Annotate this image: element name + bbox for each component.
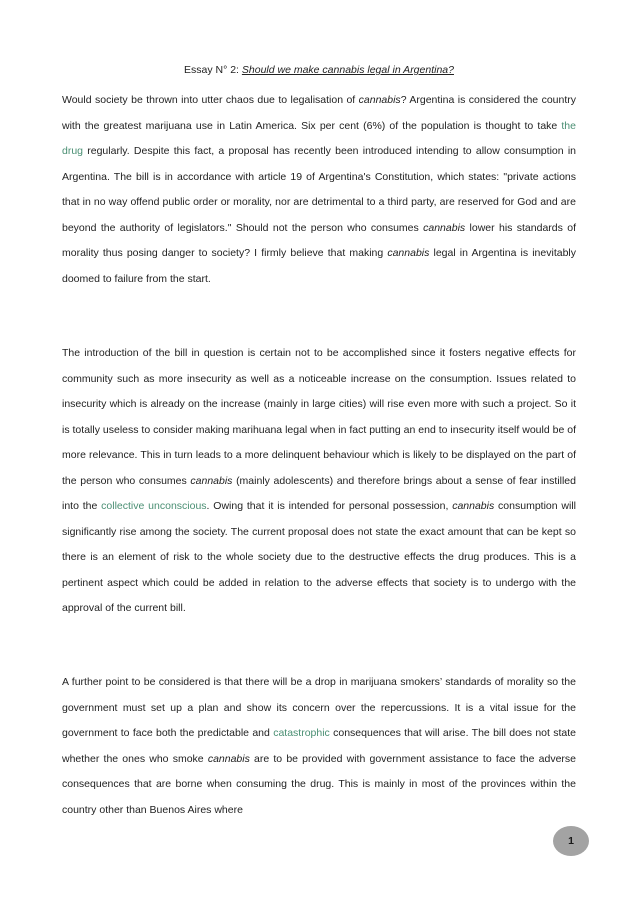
- text-run: the drug: [62, 119, 576, 157]
- text-run: consumption will significantly rise among the society. The current proposal does not state the exact amount that can be kept so there is an element of risk to the whole society due to the destructive effects the drug produces. This is a pertinent aspect which could be added in relation to the adverse effects that society is to undergo with the approval of the current bill.: [62, 500, 576, 614]
- text-run: Would society be thrown into utter chaos due to legalisation of: [62, 94, 359, 106]
- text-run: ? Argentina is considered the country with the greatest marijuana use in Latin America. Six per cent (6%) of the population is thought to take: [62, 94, 576, 132]
- text-run: . Owing that it is intended for personal possession,: [206, 500, 453, 512]
- essay-title-question: Should we make cannabis legal in Argentina?: [241, 64, 454, 76]
- text-run: cannabis: [207, 752, 250, 765]
- text-run: cannabis: [387, 247, 430, 259]
- text-run: cannabis: [452, 500, 495, 512]
- text-run: cannabis: [358, 94, 401, 106]
- text-run: consequences that will arise. The bill does not state whether the ones who smoke: [62, 727, 577, 765]
- text-run: legal in Argentina is inevitably doomed to failure from the start.: [62, 247, 577, 285]
- text-run: cannabis: [423, 221, 466, 234]
- page-number-badge: 1: [553, 826, 589, 856]
- text-run: catastrophic: [273, 727, 330, 739]
- text-run: are to be provided with government assistance to face the adverse consequences that are borne when consuming the drug. This is mainly in most of the provinces within the country other than Buenos Aires where: [62, 752, 576, 816]
- essay-title: [0, 62, 638, 78]
- essay-title-prefix: Essay N° 2:: [184, 64, 242, 76]
- text-run: collective unconscious: [101, 500, 207, 512]
- text-run: The introduction of the bill in question is certain not to be accomplished since it fosters negative effects for community such as more insecurity as well as a noticeable increase on the consumption. Issues related to insecurity which is already on the increase (mainly in large cities) will rise even more with such a project. So it is totally useless to consider making marihuana legal when in fact putting an end to insecurity itself would be of more relevance. This in turn leads to a more delinquent behaviour which is likely to be displayed on the part of the person who consumes: [62, 347, 576, 487]
- paragraph-3: [62, 670, 576, 823]
- paragraph-1: [62, 88, 576, 292]
- paragraph-2: [62, 341, 576, 622]
- text-run: lower his standards of morality thus posing danger to society? I firmly believe that making: [62, 221, 576, 259]
- text-run: A further point to be considered is that there will be a drop in marijuana smokers’ standards of morality so the government must set up a plan and show its concern over the repercussions. It is a vital issue for the government to face both the predictable and: [62, 676, 576, 739]
- text-run: regularly. Despite this fact, a proposal has recently been introduced intending to allow consumption in Argentina. The bill is in accordance with article 19 of Argentina's Constitution, which states: "private actions that in no way offend public order or morality, nor are detrimental to a third party, are reserved for God and are beyond the authority of legislators." Should not the person who consumes: [62, 145, 576, 234]
- text-run: cannabis: [190, 474, 233, 487]
- text-run: (mainly adolescents) and therefore brings about a sense of fear instilled into the: [62, 474, 576, 512]
